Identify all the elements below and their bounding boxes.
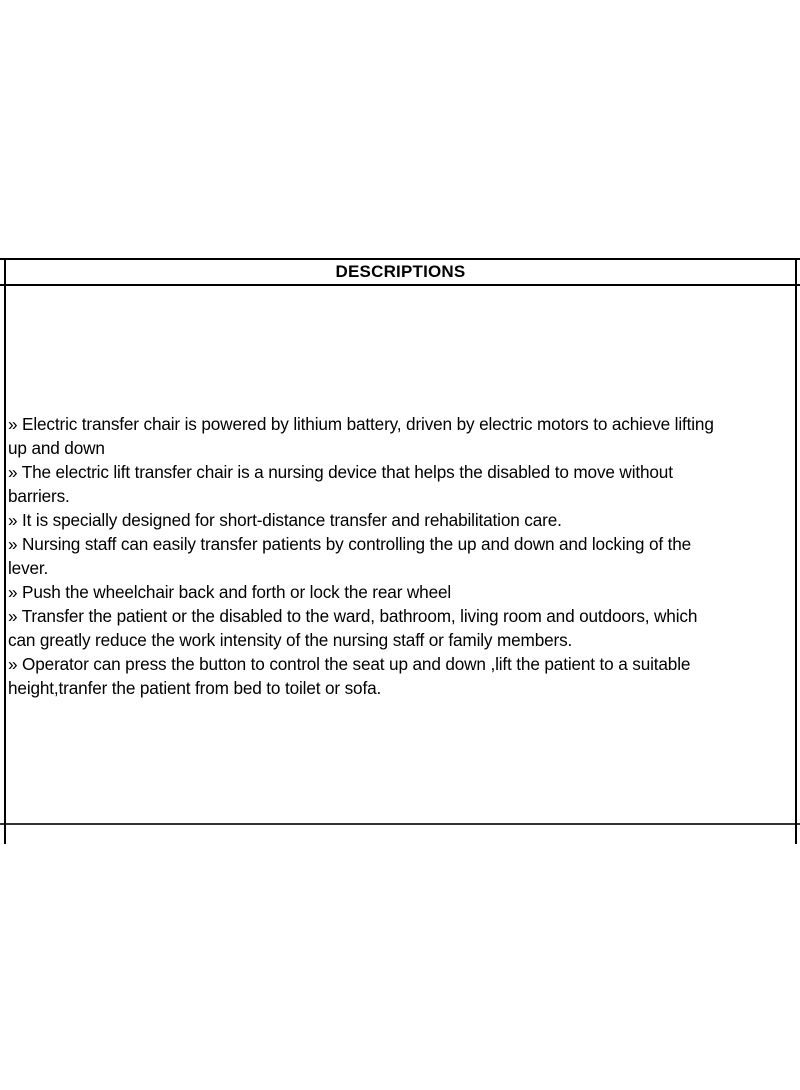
description-line: » Operator can press the button to control the seat up and down ,lift the patient to a suitable	[8, 654, 691, 674]
table-header: DESCRIPTIONS	[335, 262, 466, 281]
description-line: » The electric lift transfer chair is a nursing device that helps the disabled to move without	[8, 462, 673, 482]
table-right-border	[795, 258, 797, 844]
table-bottom-border	[0, 823, 800, 825]
description-line: up and down	[8, 438, 105, 458]
description-line: height,tranfer the patient from bed to toilet or sofa.	[8, 678, 382, 698]
table-top-border	[0, 258, 800, 260]
description-body	[8, 412, 794, 700]
description-line: » Push the wheelchair back and forth or lock the rear wheel	[8, 582, 452, 602]
header-divider	[0, 284, 800, 286]
description-line: can greatly reduce the work intensity of the nursing staff or family members.	[8, 630, 573, 650]
description-line: » It is specially designed for short-distance transfer and rehabilitation care.	[8, 510, 562, 530]
description-line: » Nursing staff can easily transfer patients by controlling the up and down and locking of the	[8, 534, 692, 554]
description-line: barriers.	[8, 486, 70, 506]
description-line: » Electric transfer chair is powered by lithium battery, driven by electric motors to achieve lifting	[8, 414, 714, 434]
description-line: » Transfer the patient or the disabled to the ward, bathroom, living room and outdoors, which	[8, 606, 698, 626]
table-left-border	[4, 258, 6, 844]
description-line: lever.	[8, 558, 49, 578]
